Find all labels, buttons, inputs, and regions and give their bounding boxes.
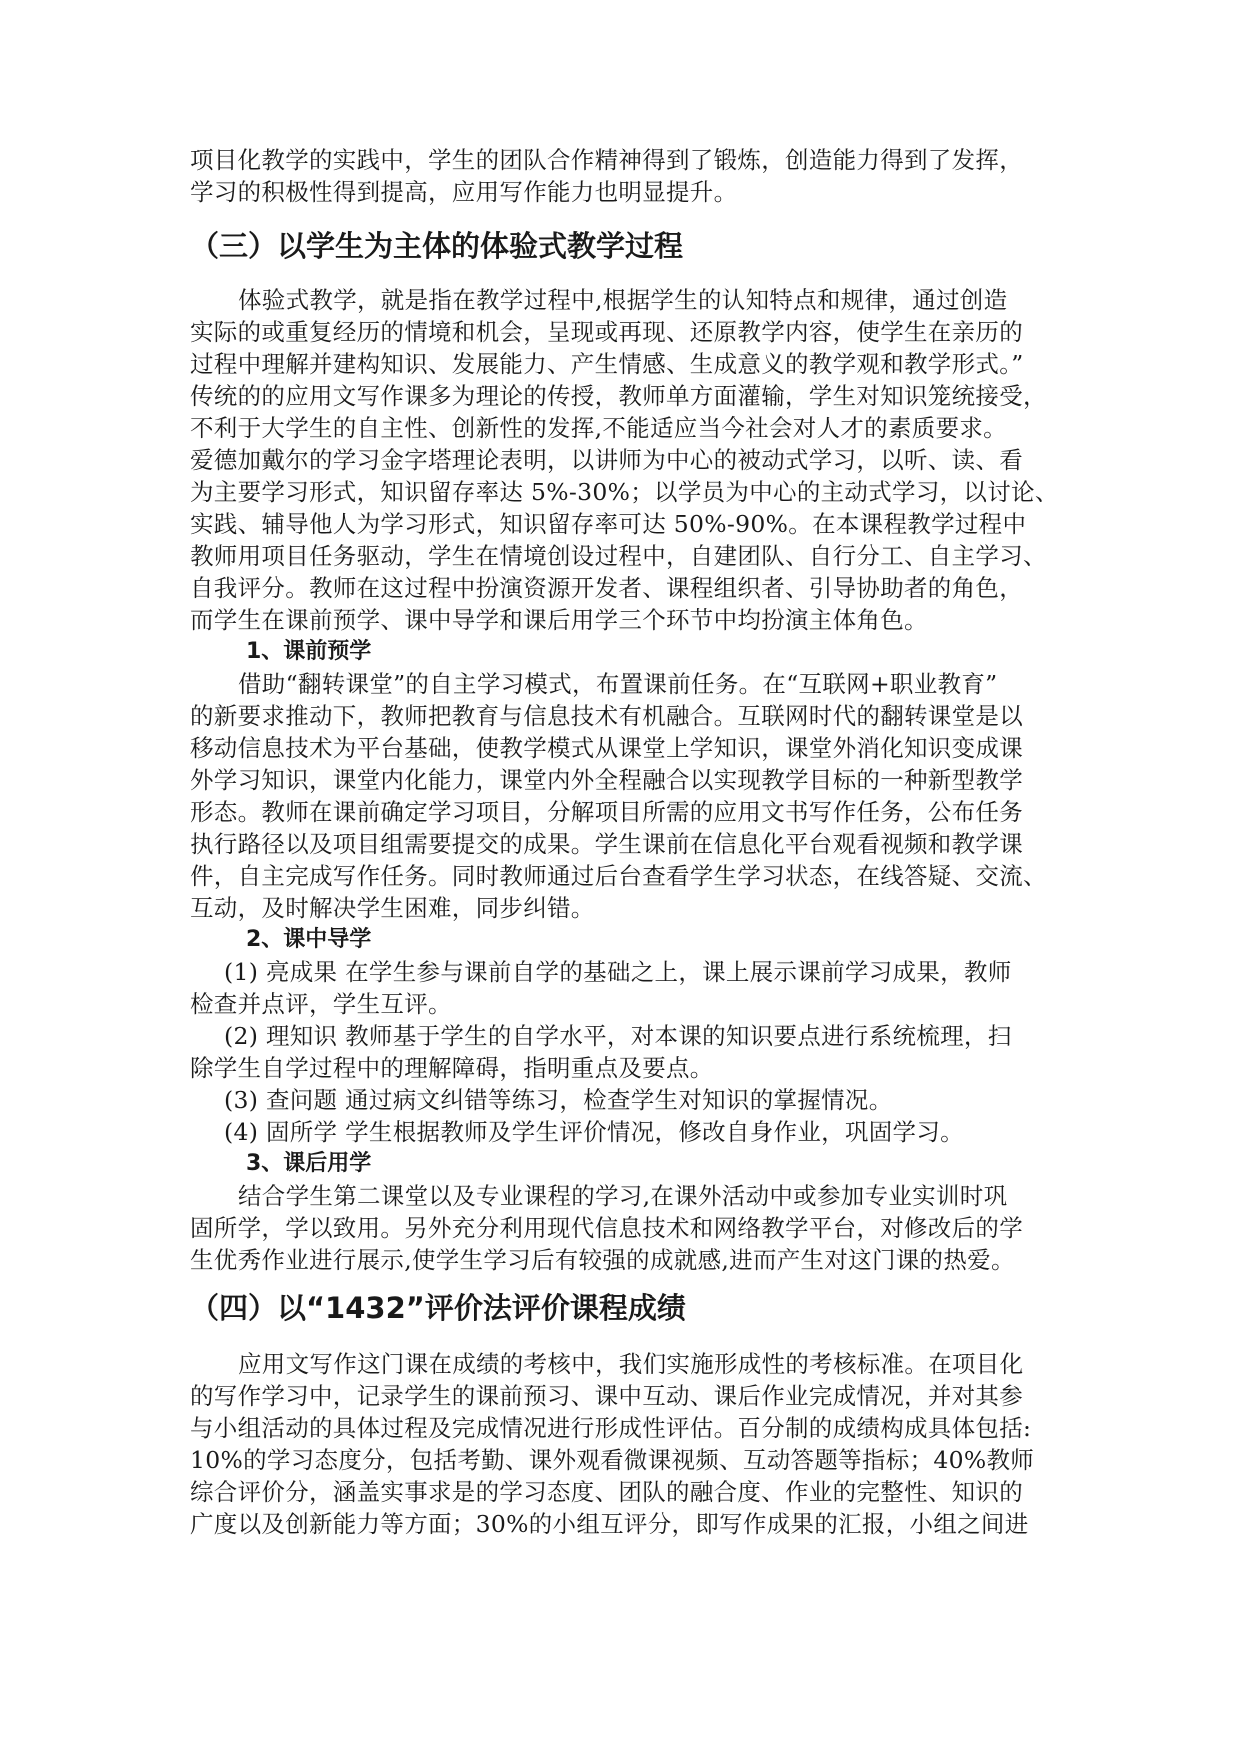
in-class-list bbox=[190, 956, 1050, 1148]
text-line: 结合学生第二课堂以及专业课程的学习,在课外活动中或参加专业实训时巩 bbox=[238, 1182, 1008, 1210]
intro-paragraph bbox=[190, 144, 1050, 208]
text-line: 外学习知识，课堂内化能力，课堂内外全程融合以实现教学目标的一种新型教学 bbox=[190, 766, 1023, 794]
text-line: 教师用项目任务驱动，学生在情境创设过程中，自建团队、自行分工、自主学习、 bbox=[190, 542, 1047, 570]
document-page bbox=[190, 144, 1059, 1540]
text-line: 的写作学习中，记录学生的课前预习、课中互动、课后作业完成情况，并对其参 bbox=[190, 1382, 1023, 1410]
text-line: 移动信息技术为平台基础，使教学模式从课堂上学知识，课堂外消化知识变成课 bbox=[190, 734, 1023, 762]
text-line: 固所学，学以致用。另外充分利用现代信息技术和网络教学平台，对修改后的学 bbox=[190, 1214, 1023, 1242]
subheading-pre-class: 1、课前预学 bbox=[246, 639, 372, 664]
text-line: 件，自主完成写作任务。同时教师通过后台查看学生学习状态，在线答疑、交流、 bbox=[190, 862, 1047, 890]
text-line: 传统的的应用文写作课多为理论的传授，教师单方面灌输，学生对知识笼统接受， bbox=[190, 382, 1047, 410]
section-heading-4: （四）以“1432”评价法评价课程成绩 bbox=[190, 1291, 686, 1325]
section-heading-3: （三）以学生为主体的体验式教学过程 bbox=[190, 229, 684, 263]
text-line: 学习的积极性得到提高，应用写作能力也明显提升。 bbox=[190, 178, 738, 206]
text-line: 过程中理解并建构知识、发展能力、产生情感、生成意义的教学观和教学形式。” bbox=[190, 350, 1024, 378]
list-item: (4) 固所学 学生根据教师及学生评价情况，修改自身作业，巩固学习。 bbox=[224, 1118, 964, 1146]
text-line: 体验式教学，就是指在教学过程中,根据学生的认知特点和规律，通过创造 bbox=[238, 286, 1008, 314]
list-item: (1) 亮成果 在学生参与课前自学的基础之上，课上展示课前学习成果，教师 bbox=[224, 958, 1012, 986]
text-line: 应用文写作这门课在成绩的考核中，我们实施形成性的考核标准。在项目化 bbox=[238, 1350, 1024, 1378]
list-item-continuation: 检查并点评，学生互评。 bbox=[190, 990, 452, 1018]
subheading-in-class: 2、课中导学 bbox=[246, 927, 372, 952]
after-class-paragraph bbox=[190, 1180, 1050, 1276]
text-line: 综合评价分，涵盖实事求是的学习态度、团队的融合度、作业的完整性、知识的 bbox=[190, 1478, 1023, 1506]
text-line: 不利于大学生的自主性、创新性的发挥,不能适应当今社会对人才的素质要求。 bbox=[190, 414, 1007, 442]
text-line: 借助“翻转课堂”的自主学习模式，布置课前任务。在“互联网+职业教育” bbox=[238, 670, 998, 698]
list-item-continuation: 除学生自学过程中的理解障碍，指明重点及要点。 bbox=[190, 1054, 714, 1082]
text-line: 为主要学习形式，知识留存率达 5%-30%；以学员为中心的主动式学习，以讨论、 bbox=[190, 478, 1059, 506]
text-line: 与小组活动的具体过程及完成情况进行形成性评估。百分制的成绩构成具体包括: bbox=[190, 1414, 1032, 1442]
text-line: 而学生在课前预学、课中导学和课后用学三个环节中均扮演主体角色。 bbox=[190, 606, 928, 634]
text-line: 执行路径以及项目组需要提交的成果。学生课前在信息化平台观看视频和教学课 bbox=[190, 830, 1023, 858]
pre-class-paragraph bbox=[190, 668, 1050, 924]
subheading-after-class: 3、课后用学 bbox=[246, 1151, 372, 1176]
text-line: 的新要求推动下，教师把教育与信息技术有机融合。互联网时代的翻转课堂是以 bbox=[190, 702, 1023, 730]
list-item: (2) 理知识 教师基于学生的自学水平，对本课的知识要点进行系统梳理，扫 bbox=[224, 1022, 1012, 1050]
text-line: 互动，及时解决学生困难，同步纠错。 bbox=[190, 894, 595, 922]
text-line: 项目化教学的实践中，学生的团队合作精神得到了锻炼，创造能力得到了发挥， bbox=[190, 146, 1023, 174]
text-line: 自我评分。教师在这过程中扮演资源开发者、课程组织者、引导协助者的角色， bbox=[190, 574, 1023, 602]
section-3-paragraph bbox=[190, 284, 1059, 636]
text-line: 形态。教师在课前确定学习项目，分解项目所需的应用文书写作任务，公布任务 bbox=[190, 798, 1023, 826]
text-line: 生优秀作业进行展示,使学生学习后有较强的成就感,进而产生对这门课的热爱。 bbox=[190, 1246, 1015, 1274]
text-line: 实践、辅导他人为学习形式，知识留存率可达 50%-90%。在本课程教学过程中 bbox=[190, 510, 1027, 538]
text-line: 广度以及创新能力等方面；30%的小组互评分，即写作成果的汇报，小组之间进 bbox=[190, 1510, 1029, 1538]
list-item: (3) 查问题 通过病文纠错等练习，检查学生对知识的掌握情况。 bbox=[224, 1086, 893, 1114]
text-line: 10%的学习态度分，包括考勤、课外观看微课视频、互动答题等指标；40%教师 bbox=[190, 1446, 1035, 1474]
text-line: 爱德加戴尔的学习金字塔理论表明，以讲师为中心的被动式学习，以听、读、看 bbox=[190, 446, 1023, 474]
section-4-paragraph bbox=[190, 1348, 1050, 1540]
text-line: 实际的或重复经历的情境和机会，呈现或再现、还原教学内容，使学生在亲历的 bbox=[190, 318, 1023, 346]
